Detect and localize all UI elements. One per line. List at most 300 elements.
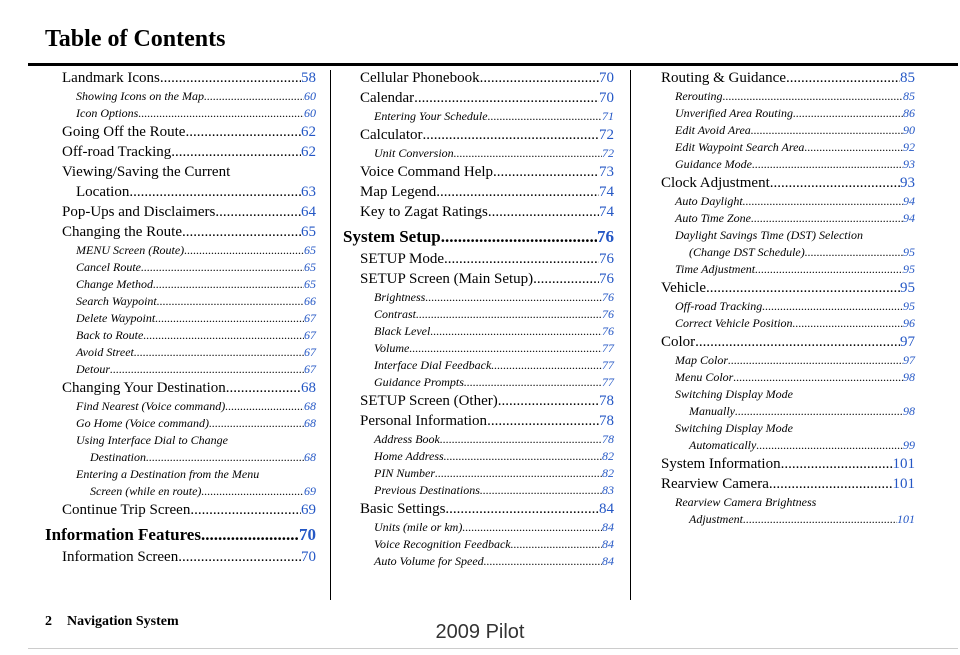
dot-leader <box>155 310 304 327</box>
dot-leader <box>488 108 602 125</box>
toc-entry-title: Cancel Route <box>76 260 141 274</box>
toc-entry[interactable] <box>360 482 614 499</box>
toc-entry-title: Calculator <box>360 127 423 143</box>
toc-page-link[interactable]: 76 <box>602 290 614 304</box>
dot-leader <box>695 332 900 352</box>
toc-entry[interactable] <box>661 278 915 298</box>
toc-page-link[interactable]: 67 <box>304 362 316 376</box>
dot-leader <box>444 249 599 269</box>
toc-page-link[interactable]: 84 <box>602 554 614 568</box>
toc-entry-title: Key to Zagat Ratings <box>360 204 488 220</box>
toc-entry-title: Map Color <box>675 353 729 367</box>
toc-entry-title: Changing Your Destination <box>62 380 226 396</box>
dot-leader <box>157 293 304 310</box>
toc-entry[interactable] <box>661 332 915 352</box>
toc-entry[interactable] <box>62 500 316 520</box>
toc-entry-title: Icon Options <box>76 106 139 120</box>
toc-entry-title: Voice Recognition Feedback <box>374 537 511 551</box>
toc-entry-title: Entering Your Schedule <box>374 109 488 123</box>
toc-entry-title: Address Book <box>374 432 440 446</box>
dot-leader <box>511 536 602 553</box>
dot-leader <box>751 122 903 139</box>
toc-entry[interactable] <box>62 344 316 361</box>
toc-entry-title: Screen (while en route) <box>90 484 202 498</box>
toc-entry-title: Pop-Ups and Disclaimers <box>62 204 216 220</box>
toc-page-link[interactable]: 96 <box>903 316 915 330</box>
watermark: 2009 Pilot <box>435 621 525 643</box>
toc-entry-title: Avoid Street <box>76 345 134 359</box>
toc-page-link[interactable]: 62 <box>301 144 316 160</box>
toc-entry[interactable] <box>360 145 614 162</box>
toc-page-link[interactable]: 97 <box>900 334 915 350</box>
toc-page-link[interactable]: 71 <box>602 109 614 123</box>
dot-leader <box>110 361 304 378</box>
toc-entry[interactable] <box>360 88 614 108</box>
toc-entry-title: Calendar <box>360 90 415 106</box>
toc-entry[interactable] <box>661 261 915 278</box>
dot-leader <box>184 242 304 259</box>
toc-entry[interactable] <box>360 431 614 448</box>
toc-page-link[interactable]: 58 <box>301 70 316 86</box>
title-rule <box>28 63 958 66</box>
toc-page-link[interactable]: 95 <box>903 262 915 276</box>
toc-entry-title: Destination <box>90 450 146 464</box>
dot-leader <box>430 323 602 340</box>
dot-leader <box>706 278 900 298</box>
toc-entry[interactable] <box>661 315 915 332</box>
toc-page-link[interactable]: 94 <box>903 211 915 225</box>
toc-page-link[interactable]: 63 <box>301 184 316 200</box>
toc-page-link[interactable]: 67 <box>304 328 316 342</box>
toc-page-link[interactable]: 76 <box>602 324 614 338</box>
toc-page-link[interactable]: 90 <box>903 123 915 137</box>
dot-leader <box>454 145 602 162</box>
column-divider <box>330 70 331 600</box>
toc-section[interactable] <box>343 225 614 249</box>
toc-entry-title: Showing Icons on the Map <box>76 89 204 103</box>
toc-entry-title: SETUP Screen (Main Setup) <box>360 271 534 287</box>
dot-leader <box>201 483 304 500</box>
toc-entry[interactable] <box>661 156 915 173</box>
toc-entry[interactable] <box>62 327 316 344</box>
dot-leader <box>436 182 599 202</box>
toc-column-2 <box>343 68 614 570</box>
toc-entry[interactable] <box>661 227 915 261</box>
toc-page-link[interactable]: 68 <box>304 399 316 413</box>
toc-entry[interactable] <box>360 269 614 289</box>
toc-entry-title-line: Daylight Savings Time (DST) Selection <box>675 228 863 242</box>
toc-page-link[interactable]: 83 <box>602 483 614 497</box>
toc-entry-title: Delete Waypoint <box>76 311 156 325</box>
dot-leader <box>762 298 903 315</box>
dot-leader <box>793 105 903 122</box>
toc-page-link[interactable]: 60 <box>304 89 316 103</box>
toc-page-link[interactable]: 86 <box>903 106 915 120</box>
toc-entry-title: Rerouting <box>675 89 723 103</box>
footer-rule <box>28 648 958 649</box>
dot-leader <box>781 454 893 474</box>
toc-entry[interactable] <box>62 547 316 567</box>
toc-entry-title: Clock Adjustment <box>661 175 770 191</box>
toc-entry[interactable] <box>62 122 316 142</box>
toc-page-link[interactable]: 84 <box>602 537 614 551</box>
toc-page-link[interactable]: 69 <box>301 502 316 518</box>
toc-entry[interactable] <box>661 352 915 369</box>
dot-leader <box>752 156 903 173</box>
dot-leader <box>143 327 304 344</box>
toc-entry[interactable] <box>661 68 915 88</box>
toc-entry-title: Edit Waypoint Search Area <box>675 140 805 154</box>
toc-entry[interactable] <box>62 415 316 432</box>
toc-entry[interactable] <box>360 249 614 269</box>
dot-leader <box>226 378 301 398</box>
dot-leader <box>498 391 599 411</box>
toc-entry-title: Guidance Prompts <box>374 375 464 389</box>
toc-page-link[interactable]: 85 <box>900 70 915 86</box>
toc-entry-title: Off-road Tracking <box>62 144 172 160</box>
toc-entry-title: MENU Screen (Route) <box>76 243 185 257</box>
toc-entry-title: Adjustment <box>689 512 743 526</box>
dot-leader <box>215 202 301 222</box>
toc-page-link[interactable]: 70 <box>301 549 316 565</box>
dot-leader <box>491 357 602 374</box>
toc-page-link[interactable]: 92 <box>903 140 915 154</box>
toc-entry-title: Voice Command Help <box>360 164 494 180</box>
footer-label: Navigation System <box>67 614 179 629</box>
toc-entry-title: Home Address <box>374 449 444 463</box>
toc-page-link[interactable]: 77 <box>602 341 614 355</box>
toc-entry-title: Map Legend <box>360 184 437 200</box>
toc-entry[interactable] <box>62 398 316 415</box>
dot-leader <box>480 482 602 499</box>
toc-entry[interactable] <box>360 68 614 88</box>
toc-entry-title: Edit Avoid Area <box>675 123 751 137</box>
toc-entry-title: Back to Route <box>76 328 144 342</box>
toc-entry[interactable] <box>360 289 614 306</box>
dot-leader <box>440 431 602 448</box>
dot-leader <box>138 105 304 122</box>
dot-leader <box>786 68 900 88</box>
toc-entry-title: Landmark Icons <box>62 70 160 86</box>
toc-page-link[interactable]: 65 <box>304 260 316 274</box>
toc-entry[interactable] <box>661 105 915 122</box>
toc-page-link[interactable]: 65 <box>304 243 316 257</box>
toc-entry[interactable] <box>360 323 614 340</box>
toc-page-link[interactable]: 93 <box>903 157 915 171</box>
toc-entry-title: (Change DST Schedule) <box>689 245 805 259</box>
toc-entry-title: Unverified Area Routing <box>675 106 793 120</box>
dot-leader <box>464 374 602 391</box>
toc-entry[interactable] <box>360 202 614 222</box>
toc-page-link[interactable]: 99 <box>903 438 915 452</box>
toc-entry[interactable] <box>661 454 915 474</box>
toc-entry-title: Time Adjustment <box>675 262 756 276</box>
toc-entry[interactable] <box>360 553 614 570</box>
toc-page-link[interactable]: 70 <box>599 90 614 106</box>
toc-page-link[interactable]: 74 <box>599 204 614 220</box>
toc-entry[interactable] <box>62 162 316 202</box>
toc-entry-title-line: Rearview Camera Brightness <box>675 495 817 509</box>
toc-entry-title: Previous Destinations <box>374 483 480 497</box>
toc-entry[interactable] <box>360 357 614 374</box>
dot-leader <box>756 437 903 454</box>
toc-page-link[interactable]: 72 <box>602 146 614 160</box>
toc-page-link[interactable]: 101 <box>892 476 915 492</box>
toc-entry[interactable] <box>360 411 614 431</box>
dot-leader <box>793 315 903 332</box>
dot-leader <box>484 553 602 570</box>
toc-entry[interactable] <box>661 193 915 210</box>
toc-page-link[interactable]: 60 <box>304 106 316 120</box>
toc-page-link[interactable]: 62 <box>301 124 316 140</box>
toc-entry[interactable] <box>661 474 915 494</box>
dot-leader <box>409 340 602 357</box>
toc-entry[interactable] <box>360 536 614 553</box>
toc-entry[interactable] <box>62 68 316 88</box>
dot-leader <box>804 139 903 156</box>
dot-leader <box>728 352 903 369</box>
dot-leader <box>414 88 599 108</box>
toc-entry-title: Volume <box>374 341 410 355</box>
toc-page-link[interactable]: 78 <box>599 413 614 429</box>
toc-entry-title: PIN Number <box>374 466 435 480</box>
dot-leader <box>129 182 301 202</box>
toc-entry[interactable] <box>360 374 614 391</box>
toc-page-link[interactable]: 70 <box>599 70 614 86</box>
toc-entry-title: Off-road Tracking <box>675 299 763 313</box>
toc-page-link[interactable]: 67 <box>304 345 316 359</box>
dot-leader <box>425 289 602 306</box>
dot-leader <box>441 225 597 249</box>
dot-leader <box>201 523 299 547</box>
toc-entry[interactable] <box>62 105 316 122</box>
toc-entry[interactable] <box>360 391 614 411</box>
toc-entry-title: Change Method <box>76 277 153 291</box>
toc-entry[interactable] <box>661 369 915 386</box>
toc-page-link[interactable]: 68 <box>304 416 316 430</box>
toc-page-link[interactable]: 68 <box>301 380 316 396</box>
toc-page-link[interactable]: 95 <box>903 245 915 259</box>
toc-page-link[interactable]: 68 <box>304 450 316 464</box>
dot-leader <box>743 193 903 210</box>
toc-entry-title: System Setup <box>343 227 441 246</box>
toc-entry-title: Information Screen <box>62 549 179 565</box>
dot-leader <box>770 173 900 193</box>
toc-entry-title: Auto Volume for Speed <box>374 554 484 568</box>
toc-page-link[interactable]: 93 <box>900 175 915 191</box>
toc-entry-title: Unit Conversion <box>374 146 454 160</box>
toc-entry[interactable] <box>360 108 614 125</box>
toc-entry[interactable] <box>62 202 316 222</box>
toc-entry-title: Search Waypoint <box>76 294 157 308</box>
toc-page-link[interactable]: 98 <box>903 404 915 418</box>
toc-entry[interactable] <box>661 210 915 227</box>
toc-entry-title: Go Home (Voice command) <box>76 416 209 430</box>
toc-entry-title: Location <box>76 184 130 200</box>
toc-entry-title-line: Switching Display Mode <box>675 387 793 401</box>
dot-leader <box>185 122 301 142</box>
toc-entry[interactable] <box>62 259 316 276</box>
toc-page-link[interactable]: 65 <box>304 277 316 291</box>
toc-page-link[interactable]: 76 <box>602 307 614 321</box>
toc-entry[interactable] <box>360 182 614 202</box>
toc-entry[interactable] <box>62 88 316 105</box>
toc-entry[interactable] <box>360 306 614 323</box>
dot-leader <box>533 269 599 289</box>
toc-entry-title: Guidance Mode <box>675 157 752 171</box>
toc-entry-title: SETUP Mode <box>360 251 445 267</box>
dot-leader <box>160 68 301 88</box>
dot-leader <box>225 398 304 415</box>
dot-leader <box>755 261 903 278</box>
toc-page-link[interactable]: 69 <box>304 484 316 498</box>
toc-entry[interactable] <box>62 142 316 162</box>
toc-entry-title-line: Switching Display Mode <box>675 421 793 435</box>
toc-entry[interactable] <box>661 386 915 420</box>
dot-leader <box>178 547 301 567</box>
toc-entry[interactable] <box>661 139 915 156</box>
toc-entry-title: Brightness <box>374 290 426 304</box>
toc-entry[interactable] <box>360 162 614 182</box>
toc-entry-title: Personal Information <box>360 413 488 429</box>
dot-leader <box>153 276 304 293</box>
toc-page-link[interactable]: 84 <box>599 501 614 517</box>
toc-entry-title: Rearview Camera <box>661 476 769 492</box>
dot-leader <box>146 449 304 466</box>
toc-page-link[interactable]: 76 <box>599 271 614 287</box>
dot-leader <box>493 162 599 182</box>
toc-page-link[interactable]: 82 <box>602 466 614 480</box>
toc-page-link[interactable]: 84 <box>602 520 614 534</box>
toc-entry-title: Auto Daylight <box>675 194 743 208</box>
toc-entry-title-line: Using Interface Dial to Change <box>76 433 228 447</box>
toc-entry-title: Going Off the Route <box>62 124 186 140</box>
toc-page-link[interactable]: 73 <box>599 164 614 180</box>
toc-entry[interactable] <box>62 361 316 378</box>
toc-page-link[interactable]: 67 <box>304 311 316 325</box>
toc-entry[interactable] <box>360 448 614 465</box>
toc-entry-title: Cellular Phonebook <box>360 70 480 86</box>
toc-page-link[interactable]: 78 <box>599 393 614 409</box>
toc-entry-title: Menu Color <box>675 370 734 384</box>
toc-entry[interactable] <box>360 499 614 519</box>
toc-entry[interactable] <box>360 465 614 482</box>
toc-entry-title: Continue Trip Screen <box>62 502 191 518</box>
toc-entry[interactable] <box>661 420 915 454</box>
toc-entry[interactable] <box>62 222 316 242</box>
dot-leader <box>769 474 893 494</box>
dot-leader <box>480 68 599 88</box>
toc-entry-title: Changing the Route <box>62 224 182 240</box>
dot-leader <box>422 125 599 145</box>
toc-page-link[interactable]: 64 <box>301 204 316 220</box>
toc-entry-title: Interface Dial Feedback <box>374 358 492 372</box>
dot-leader <box>733 369 903 386</box>
toc-page-link[interactable]: 72 <box>599 127 614 143</box>
dot-leader <box>743 511 897 528</box>
toc-section[interactable] <box>45 523 316 547</box>
toc-entry[interactable] <box>62 276 316 293</box>
toc-page-link[interactable]: 76 <box>597 227 614 246</box>
toc-entry-title: Find Nearest (Voice command) <box>76 399 226 413</box>
toc-page-link[interactable]: 77 <box>602 375 614 389</box>
toc-entry[interactable] <box>661 88 915 105</box>
toc-entry[interactable] <box>62 432 316 466</box>
toc-entry[interactable] <box>62 293 316 310</box>
toc-entry-title: Correct Vehicle Position <box>675 316 793 330</box>
toc-entry[interactable] <box>62 378 316 398</box>
toc-entry[interactable] <box>360 125 614 145</box>
toc-entry-title: Detour <box>76 362 110 376</box>
dot-leader <box>141 259 304 276</box>
toc-page-link[interactable]: 95 <box>900 280 915 296</box>
dot-leader <box>488 202 599 222</box>
toc-entry[interactable] <box>360 340 614 357</box>
toc-page-link[interactable]: 66 <box>304 294 316 308</box>
dot-leader <box>735 403 903 420</box>
toc-page-link[interactable]: 77 <box>602 358 614 372</box>
toc-page-link[interactable]: 85 <box>903 89 915 103</box>
toc-entry[interactable] <box>661 173 915 193</box>
toc-entry-title: Units (mile or km) <box>374 520 463 534</box>
dot-leader <box>805 244 903 261</box>
column-divider <box>630 70 631 600</box>
toc-entry-title: Auto Time Zone <box>675 211 752 225</box>
toc-entry-title: Automatically <box>689 438 757 452</box>
dot-leader <box>723 88 903 105</box>
toc-entry-title: Information Features <box>45 525 201 544</box>
toc-entry-title-line: Entering a Destination from the Menu <box>76 467 260 481</box>
dot-leader <box>435 465 602 482</box>
toc-page-link[interactable]: 95 <box>903 299 915 313</box>
toc-entry[interactable] <box>62 310 316 327</box>
toc-page-link[interactable]: 74 <box>599 184 614 200</box>
toc-column-1 <box>45 68 316 567</box>
toc-entry-title: Routing & Guidance <box>661 70 786 86</box>
toc-page-link[interactable]: 101 <box>892 456 915 472</box>
toc-entry[interactable] <box>360 519 614 536</box>
toc-page-link[interactable]: 76 <box>599 251 614 267</box>
toc-page-link[interactable]: 70 <box>299 525 316 544</box>
page-title: Table of Contents <box>45 26 226 52</box>
dot-leader <box>416 306 602 323</box>
toc-entry-title: System Information <box>661 456 781 472</box>
dot-leader <box>444 448 602 465</box>
toc-entry-title: SETUP Screen (Other) <box>360 393 498 409</box>
toc-page-link[interactable]: 97 <box>903 353 915 367</box>
toc-entry-title-line: Viewing/Saving the Current <box>62 164 231 180</box>
toc-page-link[interactable]: 78 <box>602 432 614 446</box>
toc-entry-title: Basic Settings <box>360 501 446 517</box>
toc-page-link[interactable]: 98 <box>903 370 915 384</box>
toc-entry[interactable] <box>661 122 915 139</box>
toc-entry[interactable] <box>62 242 316 259</box>
toc-page-link[interactable]: 82 <box>602 449 614 463</box>
dot-leader <box>190 500 301 520</box>
toc-entry-title: Color <box>661 334 696 350</box>
toc-entry[interactable] <box>661 494 915 528</box>
dot-leader <box>182 222 301 242</box>
toc-page-link[interactable]: 94 <box>903 194 915 208</box>
toc-entry-title: Contrast <box>374 307 417 321</box>
dot-leader <box>487 411 599 431</box>
toc-entry[interactable] <box>661 298 915 315</box>
toc-page-link[interactable]: 101 <box>897 512 915 526</box>
toc-page-link[interactable]: 65 <box>301 224 316 240</box>
dot-leader <box>204 88 304 105</box>
toc-entry[interactable] <box>62 466 316 500</box>
toc-entry-title: Black Level <box>374 324 431 338</box>
